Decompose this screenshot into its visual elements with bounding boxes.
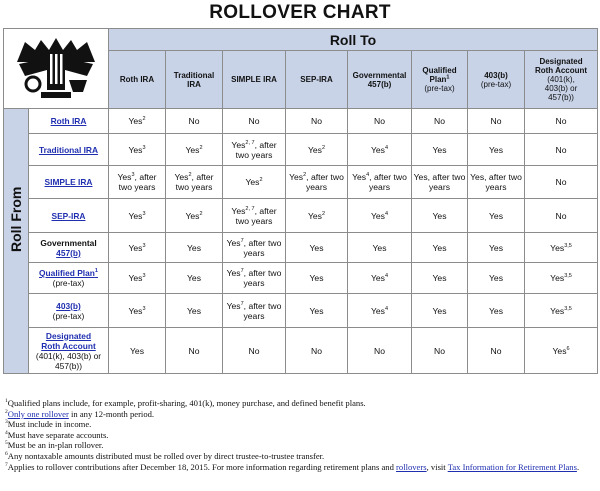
footnote-7: $^7$Applies to rollover contributions after December 18, 2015. For more information regarding retirement plans and rollovers, visit Tax Information for Retirement Plans. bbox=[5, 461, 580, 472]
table-cell: No bbox=[286, 109, 348, 134]
table-cell: Yes$^2$ bbox=[109, 109, 166, 134]
table-cell: Yes bbox=[468, 294, 525, 328]
column-header: Designated Roth Account (401(k), 403(b) or 457(b)) bbox=[525, 51, 598, 109]
footnote-3: $^3$Must include in income. bbox=[5, 419, 92, 430]
table-cell: No bbox=[525, 166, 598, 199]
table-cell: Yes bbox=[468, 233, 525, 263]
table-cell: No bbox=[286, 328, 348, 374]
table-cell: Yes bbox=[166, 294, 223, 328]
table-cell: No bbox=[223, 109, 286, 134]
table-cell: No bbox=[525, 109, 598, 134]
table-cell: Yes bbox=[468, 134, 525, 166]
table-cell: Yes bbox=[286, 233, 348, 263]
table-cell: Yes$^2$, after two years bbox=[166, 166, 223, 199]
row-header[interactable]: SIMPLE IRA bbox=[29, 166, 109, 199]
row-header[interactable]: Roth IRA bbox=[29, 109, 109, 134]
table-cell: Yes$^{2, 7}$, after two years bbox=[223, 134, 286, 166]
table-cell: No bbox=[412, 328, 468, 374]
irs-eagle-logo-icon bbox=[11, 34, 101, 104]
table-cell: Yes bbox=[412, 233, 468, 263]
irs-logo bbox=[4, 29, 109, 109]
table-cell: Yes bbox=[412, 199, 468, 233]
table-cell: Yes, after two years bbox=[412, 166, 468, 199]
table-cell: Yes$^2$ bbox=[286, 134, 348, 166]
table-cell: No bbox=[166, 109, 223, 134]
footnote-5: $^5$Must be an in-plan rollover. bbox=[5, 440, 104, 451]
table-cell: Yes$^2$ bbox=[166, 134, 223, 166]
table-row bbox=[4, 166, 598, 199]
table-cell: Yes$^{2, 7}$, after two years bbox=[223, 199, 286, 233]
table-cell: Yes$^2$ bbox=[166, 199, 223, 233]
table-cell: No bbox=[166, 328, 223, 374]
table-row bbox=[4, 328, 598, 374]
table-cell: Yes bbox=[166, 233, 223, 263]
table-cell: No bbox=[348, 109, 412, 134]
table-cell: No bbox=[525, 134, 598, 166]
table-row bbox=[4, 233, 598, 263]
table-cell: No bbox=[223, 328, 286, 374]
table-row bbox=[4, 199, 598, 233]
table-cell: Yes$^3$ bbox=[109, 233, 166, 263]
table-cell: Yes$^4$ bbox=[348, 294, 412, 328]
table-cell: No bbox=[525, 199, 598, 233]
rollover-table bbox=[3, 28, 598, 374]
table-cell: Yes bbox=[166, 263, 223, 294]
table-row bbox=[4, 109, 598, 134]
column-header: Qualified Plan$^1$ (pre-tax) bbox=[412, 51, 468, 109]
table-cell: Yes$^4$ bbox=[348, 134, 412, 166]
table-cell: No bbox=[468, 109, 525, 134]
row-header[interactable]: SEP-IRA bbox=[29, 199, 109, 233]
footnote-1: $^1$Qualified plans include, for example, profit-sharing, 401(k), money purchase, and defined benefit plans. bbox=[5, 398, 366, 408]
table-row bbox=[4, 263, 598, 294]
table-cell: Yes bbox=[412, 294, 468, 328]
table-cell: Yes$^3$ bbox=[109, 134, 166, 166]
table-cell: Yes$^4$, after two years bbox=[348, 166, 412, 199]
table-cell: Yes bbox=[286, 263, 348, 294]
table-cell: Yes, after two years bbox=[468, 166, 525, 199]
table-cell: Yes$^7$, after two years bbox=[223, 294, 286, 328]
row-header: Governmental 457(b) bbox=[29, 233, 109, 263]
table-cell: Yes$^6$ bbox=[525, 328, 598, 374]
footnote-2: $^2$Only one rollover in any 12-month period. bbox=[5, 408, 155, 419]
table-cell: Yes bbox=[348, 233, 412, 263]
table-cell: No bbox=[412, 109, 468, 134]
column-header: 403(b) (pre-tax) bbox=[468, 51, 525, 109]
table-cell: Yes$^7$, after two years bbox=[223, 263, 286, 294]
table-row bbox=[4, 294, 598, 328]
footnote-4: $^4$Must have separate accounts. bbox=[5, 429, 109, 440]
table-cell: No bbox=[348, 328, 412, 374]
table-cell: Yes bbox=[468, 263, 525, 294]
table-cell: Yes$^3$ bbox=[109, 199, 166, 233]
footnotes bbox=[5, 398, 595, 472]
row-header[interactable]: Traditional IRA bbox=[29, 134, 109, 166]
row-header[interactable]: Designated Roth Account (401(k), 403(b) or 457(b)) bbox=[29, 328, 109, 374]
tax-info-retirement-plans-link[interactable]: Tax Information for Retirement Plans bbox=[447, 461, 577, 472]
footnote-6: $^6$Any nontaxable amounts distributed must be rolled over by direct trustee-to-trustee transfer. bbox=[5, 450, 325, 461]
table-cell: Yes$^3$ bbox=[109, 294, 166, 328]
table-cell: Yes$^{3,5}$ bbox=[525, 294, 598, 328]
table-cell: Yes$^4$ bbox=[348, 199, 412, 233]
column-header: Roth IRA bbox=[109, 51, 166, 109]
table-cell: Yes$^4$ bbox=[348, 263, 412, 294]
table-cell: Yes$^{3,5}$ bbox=[525, 233, 598, 263]
table-cell: Yes$^{3,5}$ bbox=[525, 263, 598, 294]
column-header: SEP-IRA bbox=[286, 51, 348, 109]
table-cell: Yes$^2$ bbox=[223, 166, 286, 199]
table-cell: Yes bbox=[286, 294, 348, 328]
column-header: SIMPLE IRA bbox=[223, 51, 286, 109]
table-cell: Yes$^2$ bbox=[286, 199, 348, 233]
table-cell: Yes bbox=[412, 263, 468, 294]
table-cell: Yes bbox=[412, 134, 468, 166]
row-header[interactable]: Qualified Plan$^1$ (pre-tax) bbox=[29, 263, 109, 294]
table-cell: Yes$^2$, after two years bbox=[286, 166, 348, 199]
table-cell: Yes$^3$ bbox=[109, 263, 166, 294]
table-cell: No bbox=[468, 328, 525, 374]
column-header: Traditional IRA bbox=[166, 51, 223, 109]
table-cell: Yes bbox=[468, 199, 525, 233]
roll-to-header: Roll To bbox=[109, 29, 598, 51]
table-row bbox=[4, 134, 598, 166]
column-header: Governmental 457(b) bbox=[348, 51, 412, 109]
row-header[interactable]: 403(b) (pre-tax) bbox=[29, 294, 109, 328]
only-one-rollover-link[interactable]: Only one rollover bbox=[7, 408, 69, 419]
table-cell: Yes bbox=[109, 328, 166, 374]
table-cell: Yes$^7$, after two years bbox=[223, 233, 286, 263]
rollovers-link[interactable]: rollovers bbox=[396, 461, 427, 472]
page-title: ROLLOVER CHART bbox=[209, 2, 391, 23]
roll-from-header: Roll From bbox=[4, 109, 29, 374]
table-cell: Yes$^3$, after two years bbox=[109, 166, 166, 199]
